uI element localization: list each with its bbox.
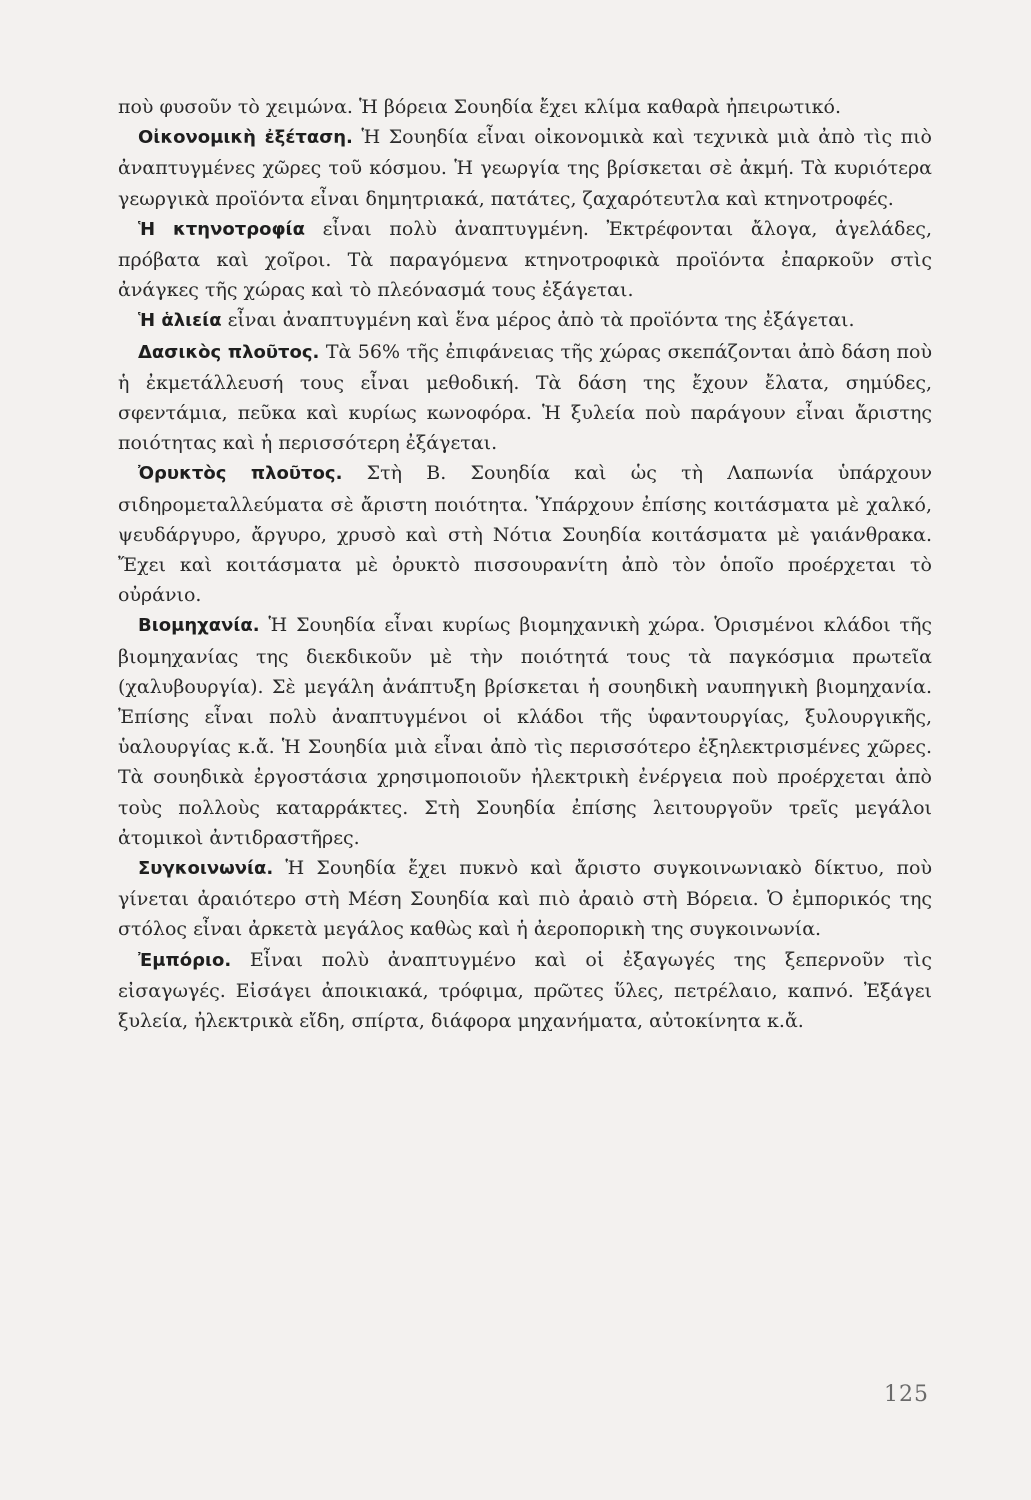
paragraph-text: Στὴ Β. Σουηδία καὶ ὡς τὴ Λαπωνία ὑπάρχουν σιδηρομεταλλεύματα σὲ ἄριστη ποιότητα. Ὑπάρχουν ἐπίσης κοιτάσματα μὲ χαλκό, ψευδάργυρο, ἄργυρο, χρυσὸ καὶ στὴ Νότια Σουηδία κοιτάσματα μὲ γαιάνθρακα. Ἔχει καὶ κοιτάσματα μὲ ὀρυκτὸ πισσουρανίτη ἀπὸ τὸν ὁποῖο προέρχεται τὸ οὐράνιο. — [118, 462, 932, 607]
paragraph-industry — [118, 610, 932, 853]
paragraph-text: ποὺ φυσοῦν τὸ χειμώνα. Ἡ βόρεια Σουηδία ἔχει κλίμα καθαρὰ ἠπειρωτικό. — [118, 96, 842, 118]
section-heading-trade: Ἐμπόριο. — [138, 949, 232, 971]
paragraph-minerals — [118, 458, 932, 610]
paragraph-text: Εἶναι πολὺ ἀναπτυγμένο καὶ οἱ ἐξαγωγές της ξεπερνοῦν τὶς εἰσαγωγές. Εἰσάγει ἀποικιακά, τρόφιμα, πρῶτες ὕλες, πετρέλαιο, καπνό. Ἐξάγει ξυλεία, ἠλεκτρικὰ εἴδη, σπίρτα, διάφορα μηχανήματα, αὐτοκίνητα κ.ἄ. — [118, 948, 932, 1033]
paragraph-text: Ἡ Σουηδία εἶναι κυρίως βιομηχανικὴ χώρα. Ὁρισμένοι κλάδοι τῆς βιομηχανίας της διεκδικοῦν μὲ τὴν ποιότητά τους τὰ παγκόσμια πρωτεῖα (χαλυβουργία). Σὲ μεγάλη ἀνάπτυξη βρίσκεται ἡ σουηδικὴ ναυπηγικὴ βιομηχανία. Ἐπίσης εἶναι πολὺ ἀναπτυγμένοι οἱ κλάδοι τῆς ὑφαντουργίας, ξυλουργικῆς, ὑαλουργίας κ.ἄ. Ἡ Σουηδία μιὰ εἶναι ἀπὸ τὶς περισσότερο ἐξηλεκτρισμένες χῶρες. Τὰ σουηδικὰ ἐργοστάσια χρησιμοποιοῦν ἠλεκτρικὴ ἐνέργεια ποὺ προέρχεται ἀπὸ τοὺς πολλοὺς καταρράκτες. Στὴ Σουηδία ἐπίσης λειτουργοῦν τρεῖς μεγάλοι ἀτομικοὶ ἀντιδραστῆρες. — [118, 614, 932, 849]
paragraph-text: Ἡ Σουηδία εἶναι οἰκονομικὰ καὶ τεχνικὰ μιὰ ἀπὸ τὶς πιὸ ἀναπτυγμένες χῶρες τοῦ κόσμου. Ἡ γεωργία της βρίσκεται σὲ ἀκμή. Τὰ κυριότερα γεωργικὰ προϊόντα εἶναι δημητριακά, πατάτες, ζαχαρότευτλα καὶ κτηνοτροφές. — [118, 126, 932, 210]
paragraph-transport — [118, 853, 932, 945]
section-heading-fishing: Ἡ ἁλιεία — [138, 310, 222, 332]
paragraph-text: Τὰ 56% τῆς ἐπιφάνειας τῆς χώρας σκεπάζονται ἀπὸ δάση ποὺ ἡ ἐκμετάλλευσή τους εἶναι μεθοδική. Τὰ δάση της ἔχουν ἔλατα, σημύδες, σφεντάμια, πεῦκα καὶ κυρίως κωνοφόρα. Ἡ ξυλεία ποὺ παράγουν εἶναι ἄριστης ποιότητας καὶ ἡ περισσότερη ἐξάγεται. — [118, 340, 932, 455]
paragraph-economic-review — [118, 122, 932, 214]
section-heading-industry: Βιομηχανία. — [138, 615, 260, 637]
paragraph-trade — [118, 945, 932, 1037]
paragraph-climate — [118, 92, 932, 122]
section-heading-transport: Συγκοινωνία. — [138, 858, 274, 880]
paragraph-text: εἶναι ἀναπτυγμένη καὶ ἕνα μέρος ἀπὸ τὰ προϊόντα της ἐξάγεται. — [221, 309, 855, 332]
paragraph-text: Ἡ Σουηδία ἔχει πυκνὸ καὶ ἄριστο συγκοινωνιακὸ δίκτυο, ποὺ γίνεται ἀραιότερο στὴ Μέση Σουηδία καὶ πιὸ ἀραιὸ στὴ Βόρεια. Ὁ ἐμπορικός της στόλος εἶναι ἀρκετὰ μεγάλος καθὼς καὶ ἡ ἀεροπορικὴ της συγκοινωνία. — [118, 857, 932, 941]
section-heading-livestock: Ἡ κτηνοτροφία — [138, 218, 305, 240]
paragraph-fishing — [118, 305, 932, 336]
section-heading-forestry: Δασικὸς πλοῦτος. — [138, 341, 320, 363]
paragraph-livestock — [118, 214, 932, 306]
page-number: 125 — [884, 1382, 929, 1407]
page-body-text — [118, 92, 932, 1036]
section-heading-minerals: Ὀρυκτὸς πλοῦτος. — [138, 463, 343, 485]
paragraph-forestry — [118, 337, 932, 459]
section-heading-economy: Οἰκονομικὴ ἐξέταση. — [138, 127, 353, 149]
paragraph-text: εἶναι πολὺ ἀναπτυγμένη. Ἐκτρέφονται ἄλογα, ἀγελάδες, πρόβατα καὶ χοῖροι. Τὰ παραγόμενα κτηνοτροφικὰ προϊόντα ἐπαρκοῦν στὶς ἀνάγκες τῆς χώρας καὶ τὸ πλεόνασμά τους ἐξάγεται. — [118, 217, 932, 302]
